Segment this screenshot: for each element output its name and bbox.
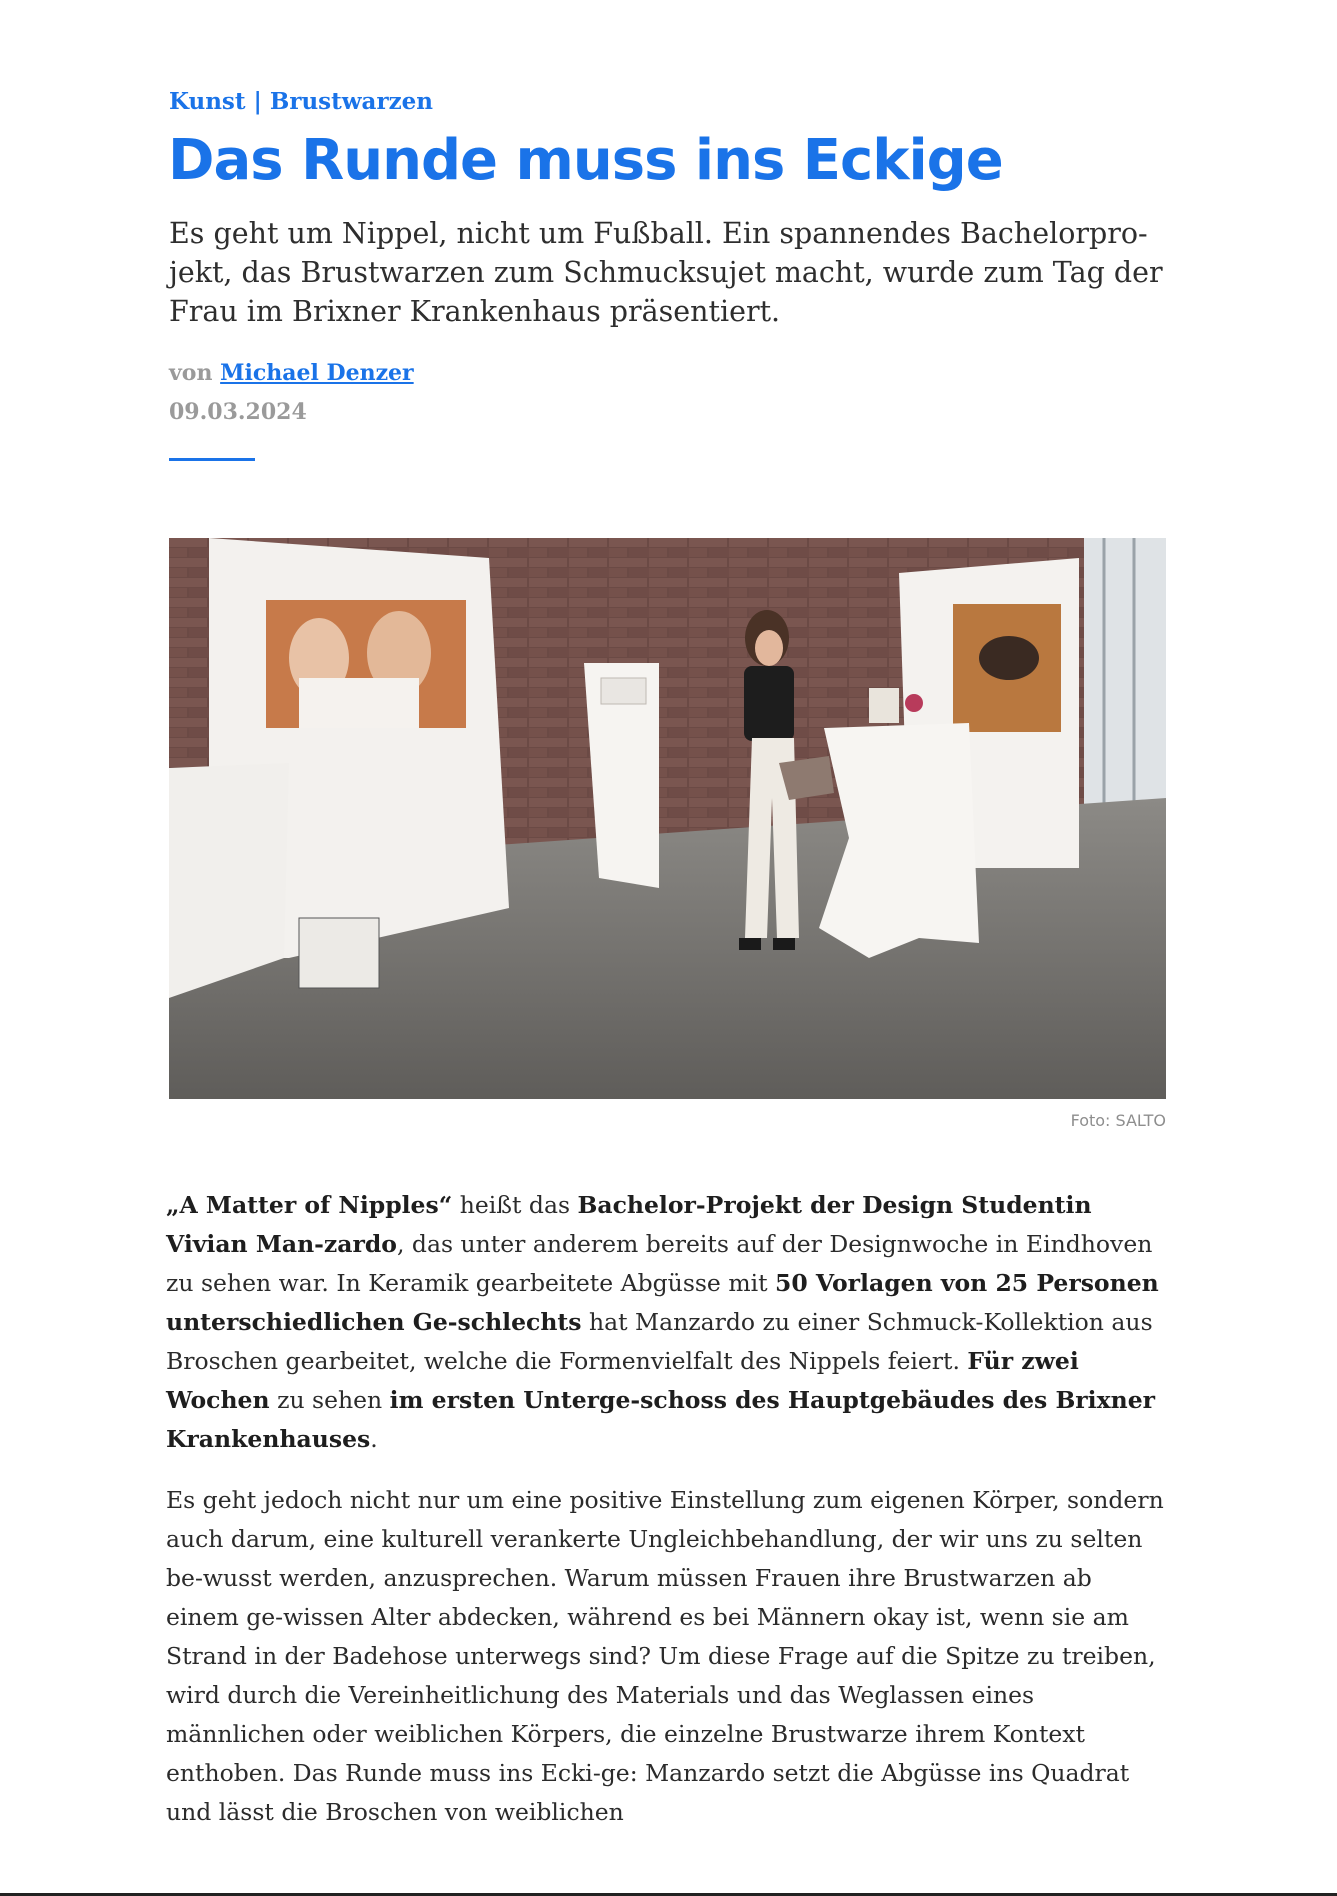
topic-link[interactable]: Brustwarzen <box>269 88 433 115</box>
article-photo <box>169 538 1166 1099</box>
byline-prefix: von <box>169 360 221 386</box>
p1-quote-title: „A Matter of Nipples“ <box>166 1191 453 1219</box>
article-title: Das Runde muss ins Eckige <box>168 128 1003 193</box>
p1-bold-project: Bachelor-Projekt der Design Studentin Vivian Man-zardo <box>166 1191 1092 1258</box>
byline <box>169 360 414 386</box>
author-link[interactable]: Michael Denzer <box>220 360 414 386</box>
photo-caption: Foto: SALTO <box>1070 1111 1166 1130</box>
p1-text-5: . <box>370 1425 378 1453</box>
p1-text-1: heißt das <box>452 1191 578 1219</box>
paragraph-2: Es geht jedoch nicht nur um eine positive Einstellung zum eigenen Körper, sondern auch darum, eine kulturell verankerte Ungleichbehandlung, der wir uns zu selten be-wusst werden, anzusprechen. Warum müssen Frauen ihre Brustwarzen ab einem ge-wissen Alter abdecken, während es bei Männern okay ist, wenn sie am Strand in der Badehose unterwegs sind? Um diese Frage auf die Spitze zu treiben, wird durch die Vereinheitlichung des Materials und das Weglassen eines männlichen oder weiblichen Körpers, die einzelne Brustwarze ihrem Kontext enthoben. Das Runde muss ins Ecki-ge: Manzardo setzt die Abgüsse ins Quadrat und lässt die Broschen von weiblichen <box>166 1486 1164 1826</box>
category-link[interactable]: Kunst <box>169 88 246 115</box>
p1-text-3: hat Manzardo zu einer Schmuck-Kollektion aus Broschen gearbeitet, welche die Formenvielfalt des Nippels feiert. <box>166 1308 1153 1375</box>
article-body <box>166 1186 1166 1854</box>
article-lead: Es geht um Nippel, nicht um Fußball. Ein spannendes Bachelorpro-jekt, das Brustwarzen zum Schmucksujet macht, wurde zum Tag der Frau im Brixner Krankenhaus präsentiert. <box>169 217 1163 328</box>
p1-bold-location: im ersten Unterge-schoss des Hauptgebäudes des Brixner Krankenhauses <box>166 1386 1156 1453</box>
kicker-separator: | <box>245 88 270 115</box>
publish-date: 09.03.2024 <box>169 399 307 425</box>
paragraph-1 <box>166 1186 1166 1459</box>
p1-text-4: zu sehen <box>269 1386 390 1414</box>
p1-text-2: , das unter anderem bereits auf der Designwoche in Eindhoven zu sehen war. In Keramik gearbeitete Abgüsse mit <box>166 1230 1153 1297</box>
p1-bold-templates: 50 Vorlagen von 25 Personen unterschiedlichen Ge-schlechts <box>166 1269 1159 1336</box>
title-divider <box>169 458 255 461</box>
p1-bold-duration: Für zwei Wochen <box>166 1347 1079 1414</box>
kicker <box>169 88 433 115</box>
